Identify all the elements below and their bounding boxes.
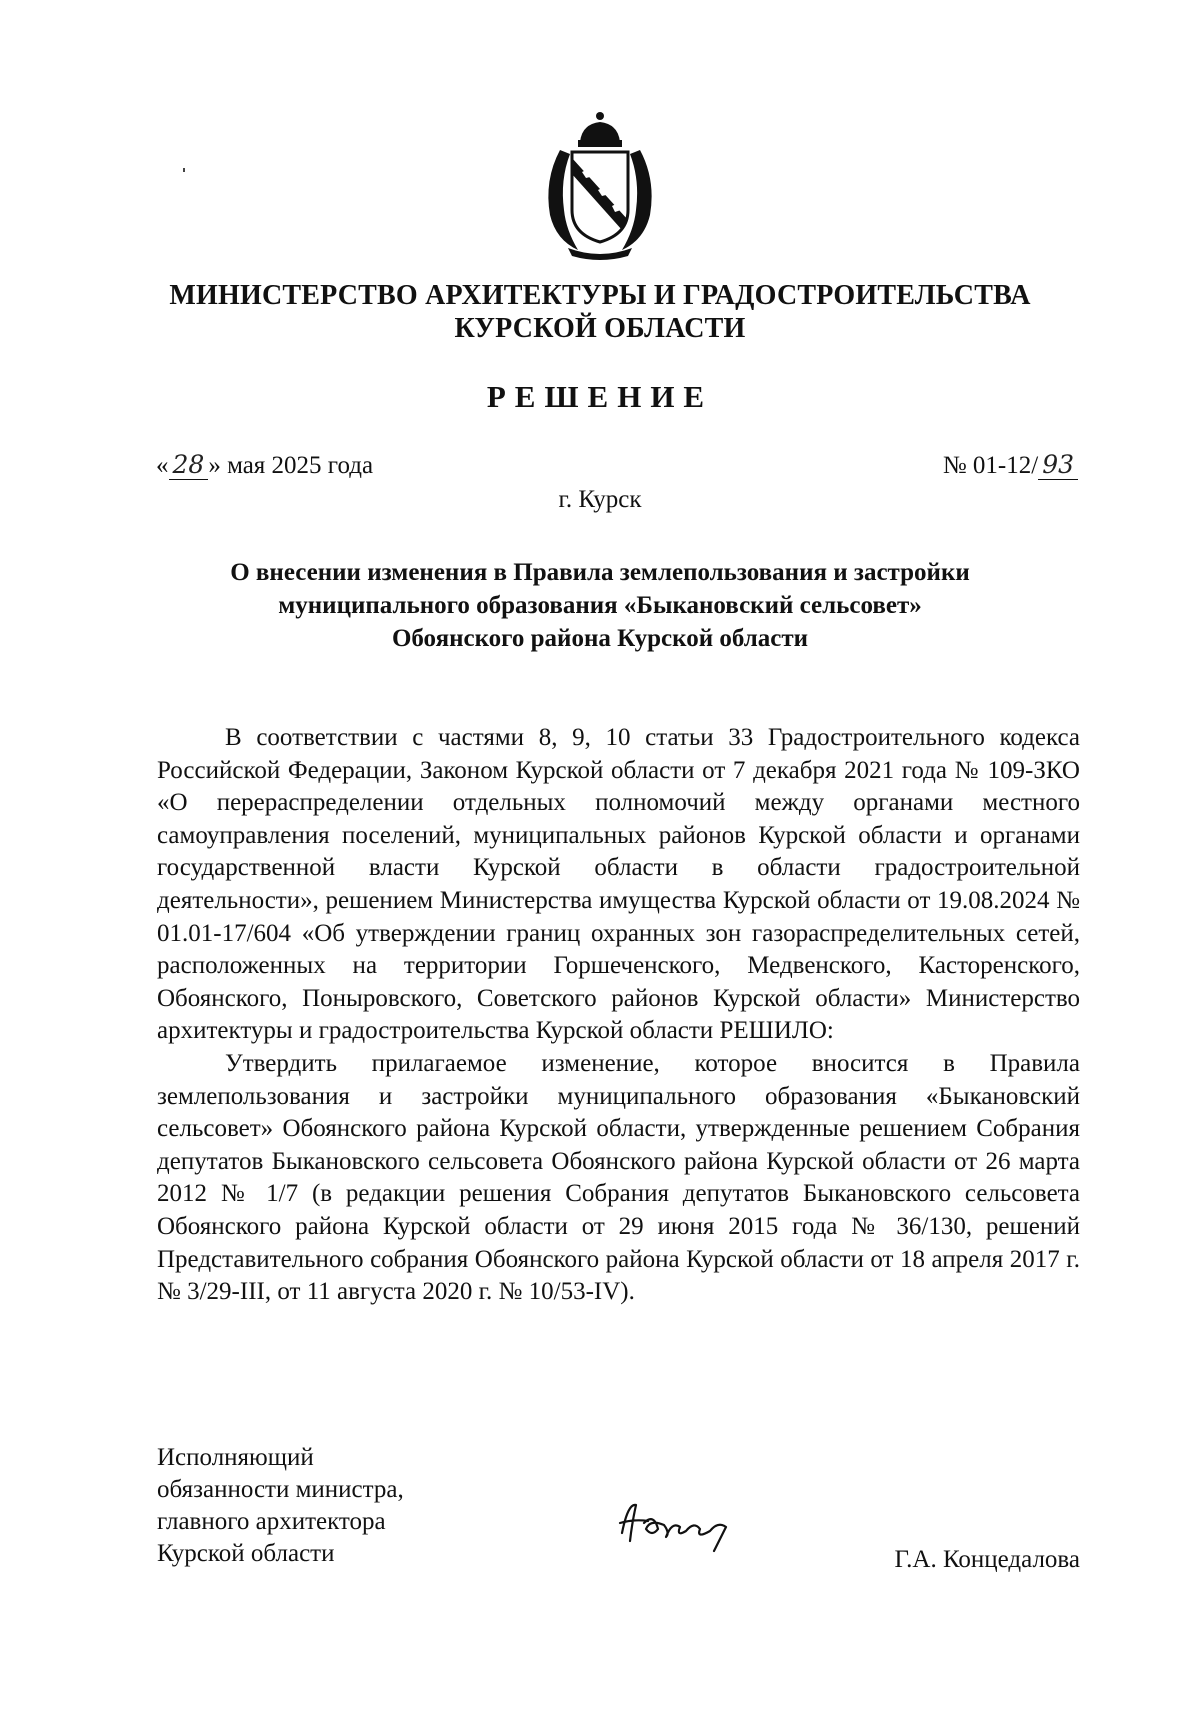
subject-line3: Обоянского района Курской области <box>391 625 809 652</box>
document-number <box>943 450 1078 481</box>
date-rest: » мая 2025 года <box>208 452 374 479</box>
scan-speck <box>183 168 185 172</box>
document-date <box>156 450 373 481</box>
handwritten-signature <box>614 1493 764 1553</box>
signer-position-line4: Курской области <box>157 1540 335 1567</box>
body-paragraph-1: В соответствии с частями 8, 9, 10 статьи 33 Градостроительного кодекса Российской Федерации, Законом Курской области от 7 декабря 2021 года № 109-ЗКО «О перераспределении отдельных полномочий между органами местного самоуправления поселений, муниципальных районов Курской области и органами государственной власти Курской области в области градостроительной деятельности», решением Министерства имущества Курской области от 19.08.2024 № 01.01-17/604 «Об утверждении границ охранных зон газораспределительных сетей, расположенных на территории Горшеченского, Медвенского, Касторенского, Обоянского, Поныровского, Советского районов Курской области» Министерство архитектуры и градостроительства Курской области РЕШИЛО: <box>157 724 1080 1045</box>
signer-position-line1: Исполняющий <box>157 1444 314 1471</box>
ministry-name-line1: МИНИСТЕРСТВО АРХИТЕКТУРЫ И ГРАДОСТРОИТЕЛЬСТВА <box>169 280 1031 311</box>
ministry-name-line2: КУРСКОЙ ОБЛАСТИ <box>454 313 746 344</box>
document-subject <box>0 556 1200 655</box>
signer-position-line3: главного архитектора <box>157 1508 386 1535</box>
signer-position-line2: обязанности министра, <box>157 1476 404 1503</box>
kursk-coat-of-arms-icon <box>538 110 662 260</box>
number-prefix: № 01-12/ <box>942 452 1039 479</box>
signer-name: Г.А. Концедалова <box>894 1546 1080 1573</box>
ministry-name <box>0 279 1200 345</box>
body-paragraph-2: Утвердить прилагаемое изменение, которое вносится в Правила землепользования и застройки муниципального образования «Быкановский сельсовет» Обоянского района Курской области, утвержденные решением Собрания депутатов Быкановского сельсовета Обоянского района Курской области от 26 марта 2012 № 1/7 (в редакции решения Собрания депутатов Быкановского сельсовета Обоянского района Курской области от 29 июня 2015 года № 36/130, решений Представительного собрания Обоянского района Курской области от 18 апреля 2017 г. № 3/29-III, от 11 августа 2020 г. № 10/53-IV). <box>157 1049 1080 1306</box>
document-body <box>157 722 1080 1309</box>
date-open-quote: « <box>156 452 169 479</box>
subject-line2: муниципального образования «Быкановский сельсовет» <box>278 592 922 619</box>
subject-line1: О внесении изменения в Правила землепользования и застройки <box>230 559 970 586</box>
number-handwritten: 93 <box>1038 450 1078 480</box>
date-day-handwritten: 28 <box>169 450 209 480</box>
signer-position <box>157 1442 404 1570</box>
city: г. Курск <box>558 486 642 513</box>
document-type: РЕШЕНИЕ <box>486 379 714 414</box>
